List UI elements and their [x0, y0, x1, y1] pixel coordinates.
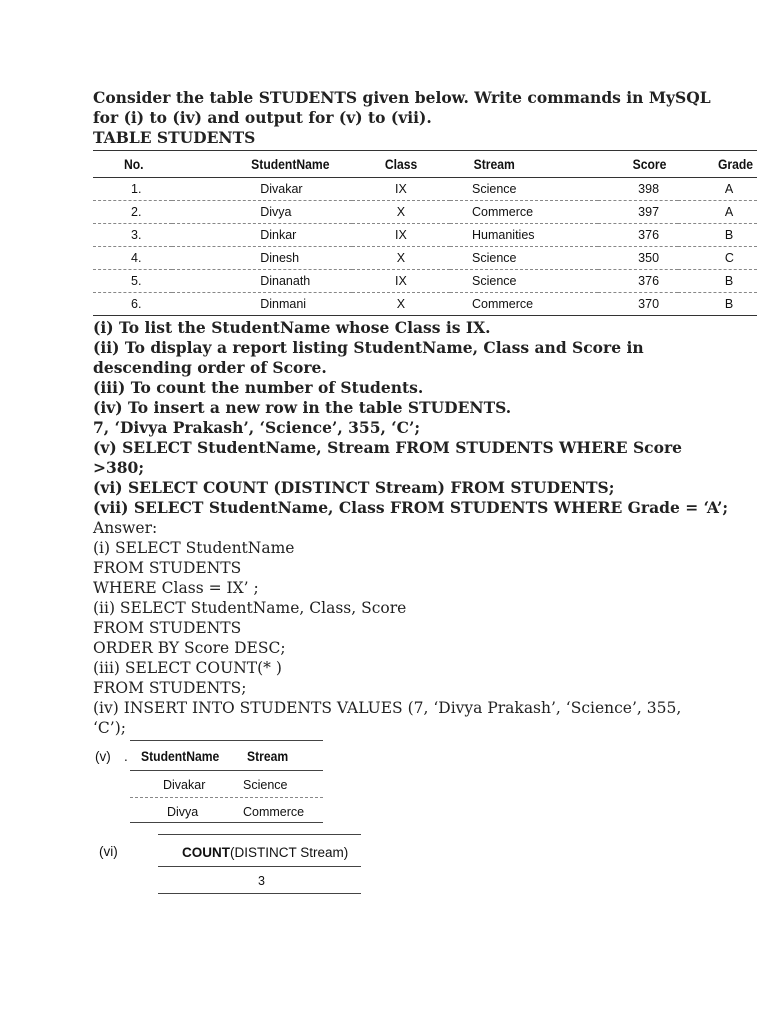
output-vi-header — [182, 845, 348, 860]
cell-stream: Science — [450, 178, 598, 201]
output-v-header-studentname: StudentName — [141, 749, 220, 764]
header-score: Score — [602, 151, 674, 178]
cell-grade: C — [678, 247, 757, 270]
part-i: (i) To list the StudentName whose Class is IX. — [93, 318, 491, 337]
cell-class: IX — [352, 224, 450, 247]
cell-stream: Commerce — [450, 293, 598, 316]
output-vi-bottom-rule — [158, 893, 361, 894]
header-grade: Grade — [682, 151, 753, 178]
part-iv-line-1: (iv) To insert a new row in the table STUDENTS. — [93, 398, 512, 417]
cell-stream: Science — [450, 247, 598, 270]
cell-no: 4. — [93, 247, 172, 270]
cell-grade: A — [678, 201, 757, 224]
cell-no: 3. — [93, 224, 172, 247]
cell-class: X — [352, 201, 450, 224]
part-iii: (iii) To count the number of Students. — [93, 378, 424, 397]
part-iv-line-2: 7, ‘Divya Prakash’, ‘Science’, 355, ‘C’; — [93, 418, 421, 437]
cell-class: IX — [352, 270, 450, 293]
table-header-row — [93, 151, 757, 178]
part-ii-line-2: descending order of Score. — [93, 358, 327, 377]
output-v-top-rule — [130, 740, 323, 741]
answer-iv-line-1: (iv) INSERT INTO STUDENTS VALUES (7, ‘Divya Prakash’, ‘Science’, 355, — [93, 699, 682, 717]
header-stream: Stream — [457, 151, 590, 178]
cell-studentname: Divakar — [172, 178, 352, 201]
cell-score: 398 — [598, 178, 678, 201]
output-v-label: (v) — [95, 749, 111, 764]
answer-ii-line-2: FROM STUDENTS — [93, 619, 242, 637]
cell-studentname: Dinesh — [172, 247, 352, 270]
cell-stream: Science — [450, 270, 598, 293]
output-v-bottom-rule — [130, 822, 323, 823]
cell-score: 350 — [598, 247, 678, 270]
output-v-header-stream: Stream — [247, 749, 289, 764]
part-vi: (vi) SELECT COUNT (DISTINCT Stream) FROM STUDENTS; — [93, 478, 615, 497]
cell-grade: B — [678, 293, 757, 316]
intro-line-2: for (i) to (iv) and output for (v) to (vii). — [93, 108, 432, 127]
cell-studentname: Dinmani — [172, 293, 352, 316]
table-row — [93, 247, 757, 270]
question-block — [93, 88, 711, 148]
answer-iii-line-2: FROM STUDENTS; — [93, 679, 247, 697]
header-studentname: StudentName — [181, 151, 343, 178]
cell-grade: A — [678, 178, 757, 201]
cell-stream: Humanities — [450, 224, 598, 247]
cell-score: 397 — [598, 201, 678, 224]
output-v-row1-stream: Science — [243, 778, 288, 792]
answer-i-line-3: WHERE Class = IX’ ; — [93, 579, 259, 597]
cell-no: 5. — [93, 270, 172, 293]
cell-no: 2. — [93, 201, 172, 224]
cell-stream: Commerce — [450, 201, 598, 224]
answer-ii-line-1: (ii) SELECT StudentName, Class, Score — [93, 599, 407, 617]
answer-ii-line-3: ORDER BY Score DESC; — [93, 639, 286, 657]
cell-class: IX — [352, 178, 450, 201]
output-v-header-rule — [130, 770, 323, 771]
header-no: No. — [97, 151, 168, 178]
cell-class: X — [352, 247, 450, 270]
part-v-line-1: (v) SELECT StudentName, Stream FROM STUDENTS WHERE Score — [93, 438, 682, 457]
answer-iii-line-1: (iii) SELECT COUNT(* ) — [93, 659, 282, 677]
header-class: Class — [357, 151, 445, 178]
output-vi-value: 3 — [258, 874, 265, 888]
cell-studentname: Divya — [172, 201, 352, 224]
part-v-line-2: >380; — [93, 458, 145, 477]
output-vi-header-rest: (DISTINCT Stream) — [230, 845, 349, 860]
cell-grade: B — [678, 224, 757, 247]
table-row — [93, 270, 757, 293]
cell-score: 376 — [598, 270, 678, 293]
cell-score: 376 — [598, 224, 678, 247]
output-v-dot: . — [124, 749, 128, 764]
answer-heading: Answer: — [93, 519, 158, 537]
students-table-wrapper — [93, 150, 757, 316]
table-row — [93, 224, 757, 247]
cell-grade: B — [678, 270, 757, 293]
output-vi-top-rule — [158, 834, 361, 835]
table-title: TABLE STUDENTS — [93, 128, 256, 147]
output-v-row2-name: Divya — [167, 805, 199, 819]
cell-class: X — [352, 293, 450, 316]
cell-studentname: Dinkar — [172, 224, 352, 247]
cell-no: 1. — [93, 178, 172, 201]
table-row — [93, 201, 757, 224]
answer-iv-line-2: ‘C’); — [93, 719, 126, 737]
output-vi-header-count: COUNT — [182, 845, 230, 860]
cell-studentname: Dinanath — [172, 270, 352, 293]
output-vi-header-rule — [158, 866, 361, 867]
cell-score: 370 — [598, 293, 678, 316]
output-v-row2-stream: Commerce — [243, 805, 305, 819]
parts-and-answers — [93, 318, 729, 738]
cell-no: 6. — [93, 293, 172, 316]
output-vi-label: (vi) — [99, 844, 118, 859]
intro-line-1: Consider the table STUDENTS given below. Write commands in MySQL — [93, 88, 711, 107]
students-table — [93, 150, 757, 316]
answer-i-line-1: (i) SELECT StudentName — [93, 539, 295, 557]
output-v-row-divider — [130, 797, 323, 798]
part-ii-line-1: (ii) To display a report listing StudentName, Class and Score in — [93, 338, 644, 357]
table-row — [93, 178, 757, 201]
answer-i-line-2: FROM STUDENTS — [93, 559, 242, 577]
part-vii: (vii) SELECT StudentName, Class FROM STUDENTS WHERE Grade = ‘A’; — [93, 498, 729, 517]
output-v-row1-name: Divakar — [163, 778, 206, 792]
table-row — [93, 293, 757, 316]
